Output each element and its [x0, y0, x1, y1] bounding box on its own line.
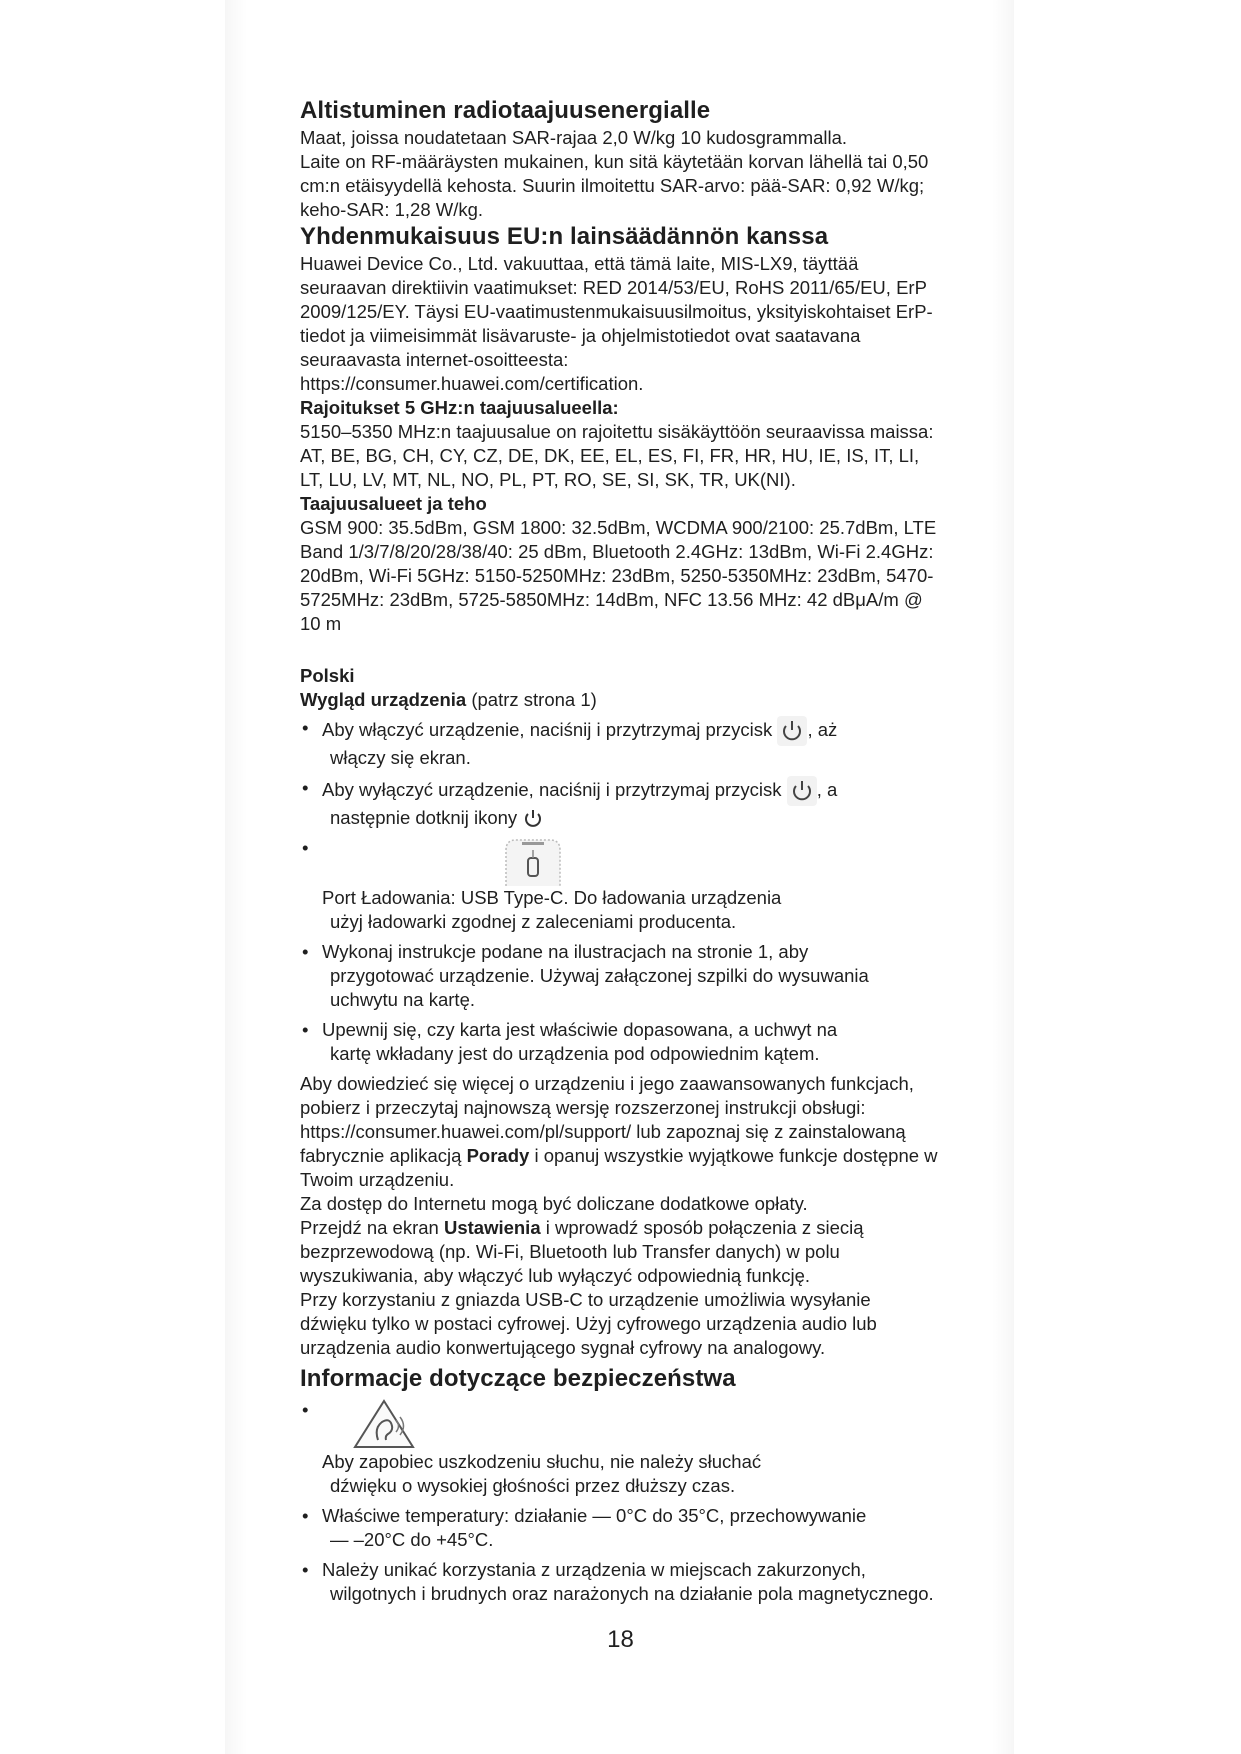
list-item: • Aby włączyć urządzenie, naciśnij i przytrzymaj przycisk , aż włączy się ekran.: [300, 716, 940, 770]
page-shadow-left: [225, 0, 247, 1754]
certification-url: https://consumer.huawei.com/certification.: [300, 373, 644, 394]
heading-eu-compliance: Yhdenmukaisuus EU:n lainsäädännön kanssa: [300, 223, 829, 250]
5ghz-restrictions-text: 5150–5350 MHz:n taajuusalue on rajoitettu sisäkäyttöön seuraavissa maissa: AT, BE, BG, CH, CY, CZ, DE, DK, EE, EL, ES, FI, FR, HR, HU, IE, IS, IT, LI, LT, LU, LV, MT, NL, NO, PL, PT, RO, SE, SI, SK, TR, UK(NI).: [300, 421, 934, 490]
list-item: • Aby wyłączyć urządzenie, naciśnij i przytrzymaj przycisk , a następnie dotknij ikony: [300, 776, 940, 830]
settings-label: Ustawienia: [443, 1217, 541, 1239]
document-page: [300, 96, 940, 1612]
page-number: 18: [607, 1626, 634, 1653]
power-icon: [522, 808, 544, 830]
power-button-icon: [787, 776, 817, 806]
device-instructions-list: [300, 716, 940, 1066]
list-item: • Właściwe temperatury: działanie — 0°C do 35°C, przechowywanie — –20°C do +45°C.: [300, 1504, 940, 1552]
settings-text: Przejdź na ekran Ustawienia i wprowadź sposób połączenia z siecią bezprzewodową (np. Wi-Fi, Bluetooth lub Transfer danych) w polu wyszukiwania, aby włączyć lub wyłączyć odpowiednią funkcję.: [300, 1217, 864, 1287]
sar-countries-text: Maat, joissa noudatetaan SAR-rajaa 2,0 W/kg 10 kudosgrammalla.: [300, 127, 848, 148]
subheading-5ghz: Rajoitukset 5 GHz:n taajuusalueella:: [300, 397, 619, 418]
tips-app-name: Porady: [466, 1145, 530, 1167]
hearing-warning-icon: [352, 1398, 416, 1450]
subheading-frequency-power: Taajuusalueet ja teho: [300, 493, 487, 514]
language-heading-polski: Polski: [300, 665, 355, 686]
sar-values-text: Laite on RF-määräysten mukainen, kun sitä käytetään korvan lähellä tai 0,50 cm:n etäisyydellä kehosta. Suurin ilmoitettu SAR-arvo: pää-SAR: 0,92 W/kg; keho-SAR: 1,28 W/kg.: [300, 151, 929, 220]
safety-list: [300, 1398, 940, 1606]
heading-rf-exposure: Altistuminen radiotaajuusenergialle: [300, 97, 711, 124]
power-button-icon: [777, 716, 807, 746]
list-item: • Upewnij się, czy karta jest właściwie dopasowana, a uchwyt na kartę wkładany jest do urządzenia pod odpowiednim kątem.: [300, 1018, 940, 1066]
list-item: • Należy unikać korzystania z urządzenia w miejscach zakurzonych, wilgotnych i brudnych oraz narażonych na działanie pola magnetycznego.: [300, 1558, 940, 1606]
device-appearance-ref: (patrz strona 1): [466, 689, 597, 710]
device-appearance-label: Wygląd urządzenia: [300, 689, 467, 710]
heading-safety-info: Informacje dotyczące bezpieczeństwa: [300, 1365, 736, 1393]
list-item: • Port Ładowania: USB Type-C. Do ładowania urządzenia użyj ładowarki zgodnej z zaleceniami producenta.: [300, 836, 940, 934]
page-shadow-right: [992, 0, 1014, 1754]
list-item: • Wykonaj instrukcje podane na ilustracjach na stronie 1, aby przygotować urządzenie. Używaj załączonej szpilki do wysuwania uchwytu na kartę.: [300, 940, 940, 1012]
frequency-power-text: GSM 900: 35.5dBm, GSM 1800: 32.5dBm, WCDMA 900/2100: 25.7dBm, LTE Band 1/3/7/8/20/28/38/40: 25 dBm, Bluetooth 2.4GHz: 13dBm, Wi-Fi 2.4GHz: 20dBm, Wi-Fi 5GHz: 5150-5250MHz: 23dBm, 5250-5350MHz: 23dBm, 5470-5725MHz: 23dBm, 5725-5850MHz: 14dBm, NFC 13.56 MHz: 42 dBμA/m @ 10 m: [300, 517, 937, 634]
more-info-text: Aby dowiedzieć się więcej o urządzeniu i jego zaawansowanych funkcjach, pobierz i przeczytaj najnowszą wersję rozszerzonej instrukcji obsługi: https://consumer.huawei.com/pl/support/ lub zapoznaj się z zainstalowaną fabrycznie aplikacją Porady i opanuj wszystkie wyjątkowe funkcje dostępne w Twoim urządzeniu.: [300, 1073, 938, 1191]
eu-declaration-text: Huawei Device Co., Ltd. vakuuttaa, että tämä laite, MIS-LX9, täyttää seuraavan direktiivin vaatimukset: RED 2014/53/EU, RoHS 2011/65/EU, ErP 2009/125/EY. Täysi EU-vaatimustenmukaisuusilmoitus, yksityiskohtaiset ErP-tiedot ja viimeisimmät lisävaruste- ja ohjelmistotiedot ovat saatavana seuraavasta internet-osoitteesta:: [300, 253, 933, 370]
device-appearance-line: [300, 688, 940, 712]
usb-port-icon: [502, 836, 564, 886]
list-item: • Aby zapobiec uszkodzeniu słuchu, nie należy słuchać dźwięku o wysokiej głośności przez dłuższy czas.: [300, 1398, 940, 1498]
usb-c-audio-text: Przy korzystaniu z gniazda USB-C to urządzenie umożliwia wysyłanie dźwięku tylko w postaci cyfrowej. Użyj cyfrowego urządzenia audio lub urządzenia audio konwertującego sygnał cyfrowy na analogowy.: [300, 1289, 877, 1359]
internet-fees-text: Za dostęp do Internetu mogą być doliczane dodatkowe opłaty.: [300, 1193, 808, 1215]
